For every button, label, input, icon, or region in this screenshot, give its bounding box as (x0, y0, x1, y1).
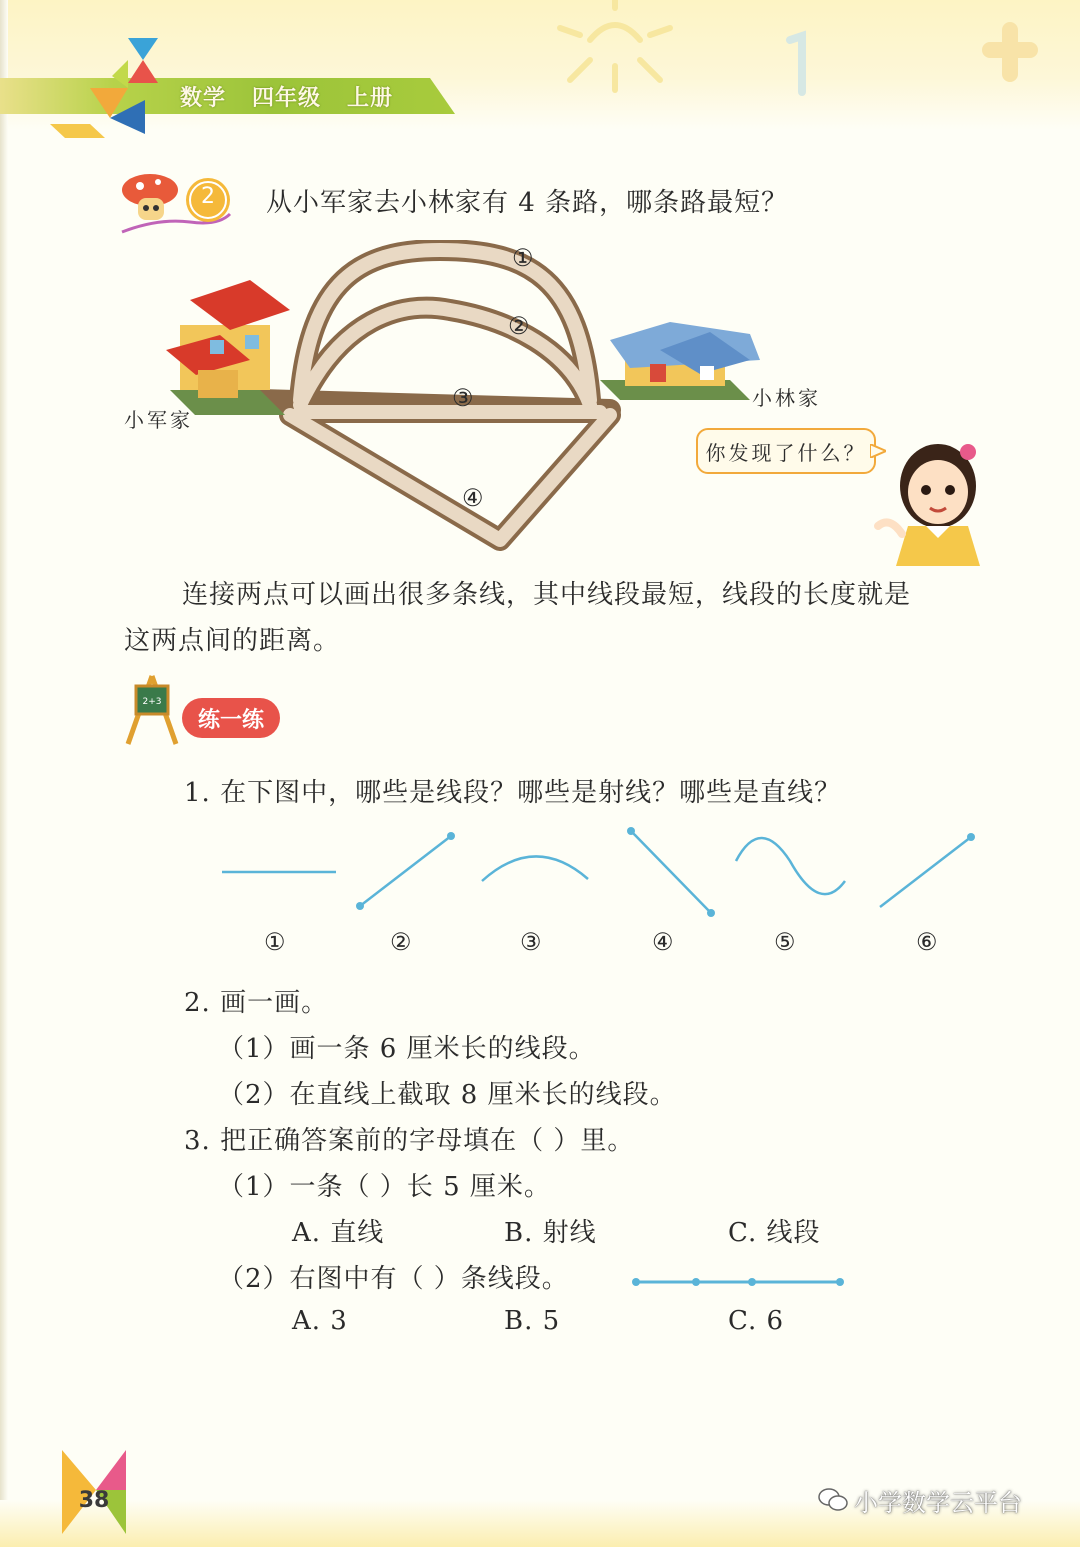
route-label-3: ③ (452, 384, 474, 412)
easel-icon (122, 672, 182, 746)
figure-6-ray (880, 837, 971, 907)
practice-q2: 2. 画一画。 (184, 988, 329, 1018)
practice-q3-1: （1）一条（ ）长 5 厘米。 (218, 1172, 551, 1202)
line-figures (200, 815, 1000, 965)
figure-label-2: ② (390, 928, 412, 956)
figure-label-5: ⑤ (774, 928, 796, 956)
header-volume: 上册 (347, 85, 394, 111)
q3-2-option-a: A. 3 (292, 1306, 348, 1336)
point-1 (632, 1278, 640, 1286)
question-text: 从小军家去小林家有 4 条路，哪条路最短？ (266, 188, 789, 218)
q3-2-option-c: C. 6 (728, 1306, 785, 1336)
q3-1-option-b: B. 射线 (504, 1218, 597, 1248)
conclusion-line-1: 连接两点可以画出很多条线，其中线段最短，线段的长度就是 (182, 580, 912, 610)
tangram-logo (50, 38, 160, 138)
point-3 (748, 1278, 756, 1286)
page-edge (0, 0, 8, 1547)
label-xiaojun-home: 小军家 (124, 408, 193, 432)
point-2 (692, 1278, 700, 1286)
figure-4-endpoint-b (707, 909, 715, 917)
point-4 (836, 1278, 844, 1286)
q3-1-option-a: A. 直线 (292, 1218, 385, 1248)
page-number: 38 (78, 1488, 110, 1513)
figure-3-curve (482, 856, 588, 881)
practice-q3: 3. 把正确答案前的字母填在（ ）里。 (184, 1126, 635, 1156)
header-subject: 数学 (180, 85, 227, 111)
route-label-4: ④ (462, 484, 484, 512)
header-grade: 四年级 (252, 85, 322, 111)
question-badge (118, 166, 238, 236)
practice-title: 练一练 (182, 698, 280, 738)
practice-q2-2: （2）在直线上截取 8 厘米长的线段。 (218, 1080, 677, 1110)
speech-bubble: 你发现了什么？ (696, 428, 876, 474)
segment-points-diagram (630, 1270, 850, 1294)
figure-2-segment (360, 836, 451, 906)
sun-decoration (520, 0, 1080, 110)
figure-5-wave (736, 838, 845, 894)
figure-4-segment (631, 831, 711, 913)
watermark-text: 小学数学云平台 (854, 1488, 1022, 1517)
q3-1-option-c: C. 线段 (728, 1218, 821, 1248)
route-label-1: ① (512, 244, 534, 272)
xiaolin-house (600, 322, 760, 400)
figure-2-endpoint-a (356, 902, 364, 910)
figure-label-6: ⑥ (916, 928, 938, 956)
figure-label-1: ① (264, 928, 286, 956)
road-map-illustration (110, 240, 990, 570)
practice-q1: 1. 在下图中，哪些是线段？哪些是射线？哪些是直线？ (184, 778, 842, 808)
conclusion-paragraph (124, 572, 994, 664)
practice-q2-1: （1）画一条 6 厘米长的线段。 (218, 1034, 596, 1064)
figure-label-4: ④ (652, 928, 674, 956)
svg-text:2+3: 2+3 (142, 697, 162, 707)
figure-4-endpoint-a (627, 827, 635, 835)
figure-6-endpoint (967, 833, 975, 841)
wechat-icon (818, 1487, 848, 1513)
label-xiaolin-home: 小林家 (752, 386, 821, 410)
figure-2-endpoint-b (447, 832, 455, 840)
girl-character (868, 426, 988, 566)
header-title (180, 80, 393, 112)
question-number: 2 (201, 184, 215, 209)
route-label-2: ② (508, 312, 530, 340)
practice-q3-2: （2）右图中有（ ）条线段。 (218, 1264, 569, 1294)
watermark (818, 1482, 1022, 1518)
conclusion-line-2: 这两点间的距离。 (124, 626, 341, 656)
q3-2-option-b: B. 5 (504, 1306, 561, 1336)
figure-label-3: ③ (520, 928, 542, 956)
